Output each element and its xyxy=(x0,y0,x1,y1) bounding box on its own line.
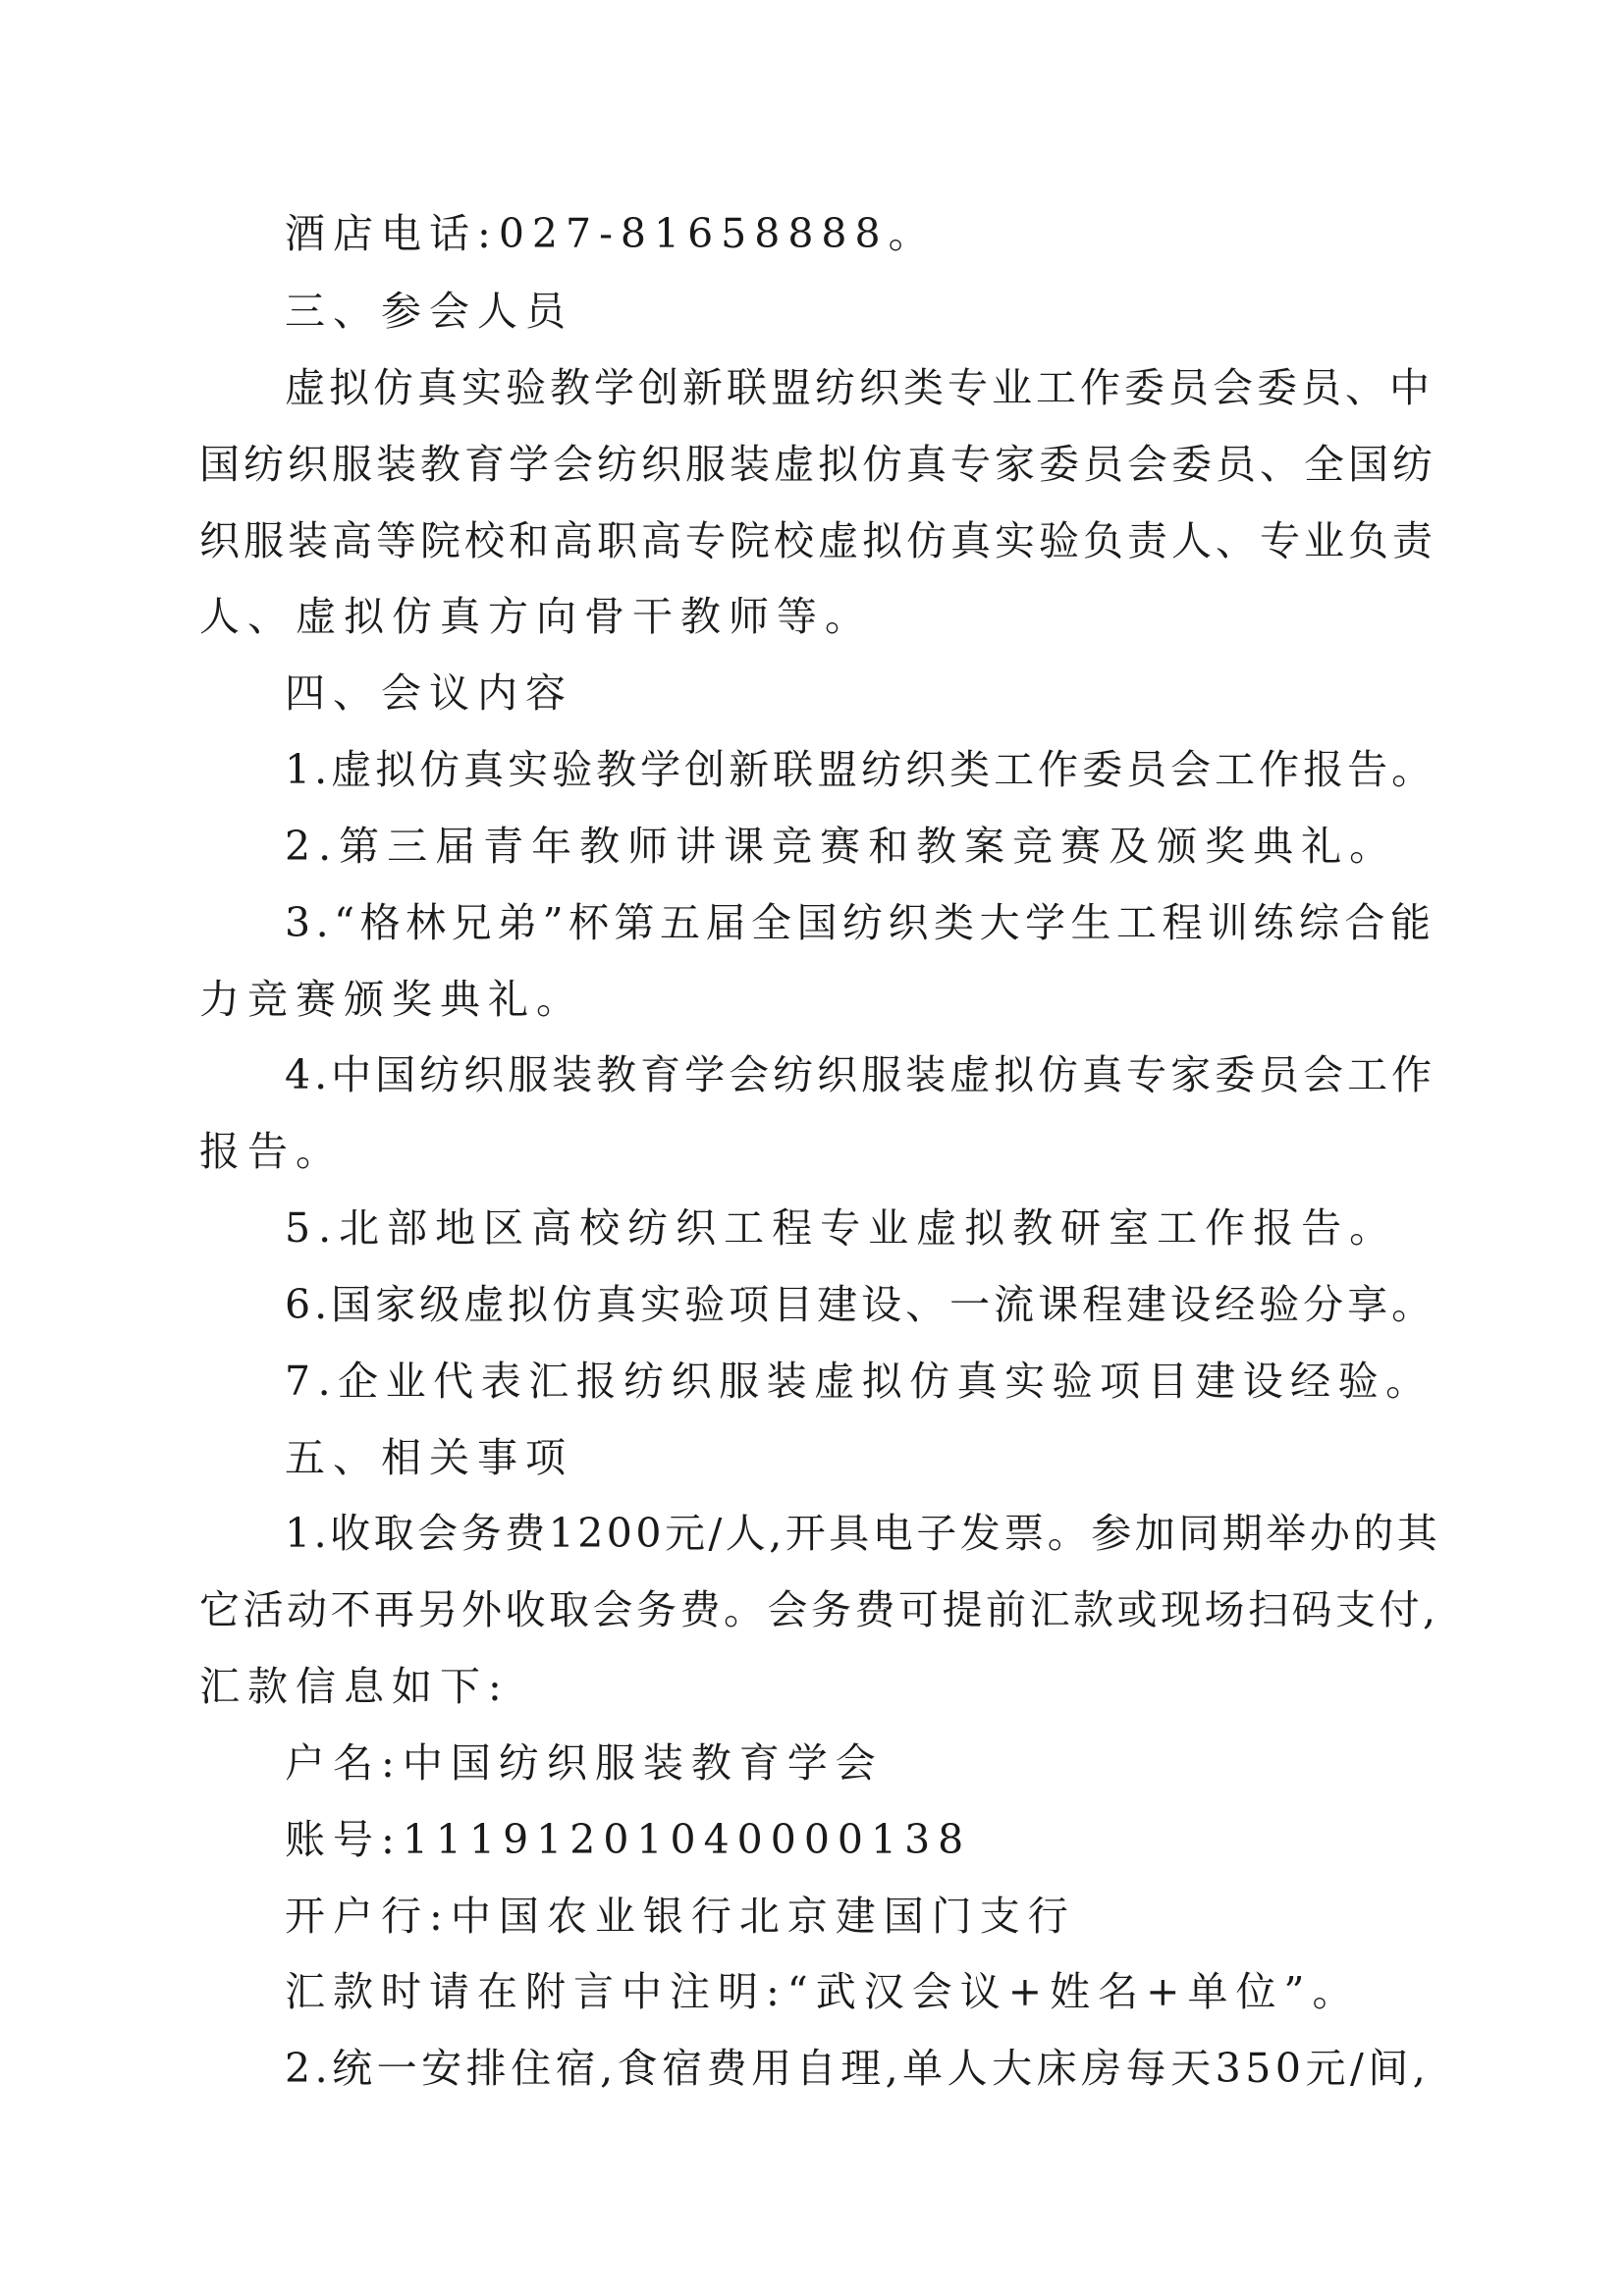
section-5-item: 2.统一安排住宿,食宿费用自理,单人大床房每天350元/间, xyxy=(285,2045,1431,2092)
section-5-item-continuation: 它活动不再另外收取会务费。会务费可提前汇款或现场扫码支付, xyxy=(199,1586,1439,1633)
remittance-remark: 汇款时请在附言中注明:“武汉会议+姓名+单位”。 xyxy=(285,1968,1361,2015)
section-4-item-continuation: 力竞赛颁奖典礼。 xyxy=(199,976,584,1023)
section-4-item: 4.中国纺织服装教育学会纺织服装虚拟仿真专家委员会工作 xyxy=(285,1051,1436,1098)
section-4-item: 5.北部地区高校纺织工程专业虚拟教研室工作报告。 xyxy=(285,1204,1398,1252)
section-3-paragraph-line: 国纺织服装教育学会纺织服装虚拟仿真专家委员会委员、全国纺 xyxy=(199,441,1436,488)
section-4-item-continuation: 报告。 xyxy=(199,1128,344,1175)
account-name: 户名:中国纺织服装教育学会 xyxy=(285,1739,884,1787)
section-5-item-continuation: 汇款信息如下: xyxy=(199,1663,510,1710)
section-3-heading: 三、参会人员 xyxy=(285,288,573,335)
account-number: 账号:11191201040000138 xyxy=(285,1816,972,1863)
section-4-heading: 四、会议内容 xyxy=(285,669,573,717)
section-5-item: 1.收取会务费1200元/人,开具电子发票。参加同期举办的其 xyxy=(285,1510,1441,1557)
section-4-item: 1.虚拟仿真实验教学创新联盟纺织类工作委员会工作报告。 xyxy=(285,746,1436,793)
section-4-item: 6.国家级虚拟仿真实验项目建设、一流课程建设经验分享。 xyxy=(285,1281,1436,1328)
section-3-paragraph-line: 虚拟仿真实验教学创新联盟纺织类专业工作委员会委员、中 xyxy=(285,364,1434,411)
bank-name: 开户行:中国农业银行北京建国门支行 xyxy=(285,1893,1076,1940)
section-5-heading: 五、相关事项 xyxy=(285,1434,573,1481)
section-4-item: 3.“格林兄弟”杯第五届全国纺织类大学生工程训练综合能 xyxy=(285,899,1436,946)
section-3-paragraph-line: 织服装高等院校和高职高专院校虚拟仿真实验负责人、专业负责 xyxy=(199,517,1436,564)
section-3-paragraph-line: 人、虚拟仿真方向骨干教师等。 xyxy=(199,593,873,640)
section-4-item: 2.第三届青年教师讲课竞赛和教案竞赛及颁奖典礼。 xyxy=(285,823,1398,870)
section-4-item: 7.企业代表汇报纺织服装虚拟仿真实验项目建设经验。 xyxy=(285,1358,1434,1405)
hotel-phone: 酒店电话:027-81658888。 xyxy=(285,210,937,257)
